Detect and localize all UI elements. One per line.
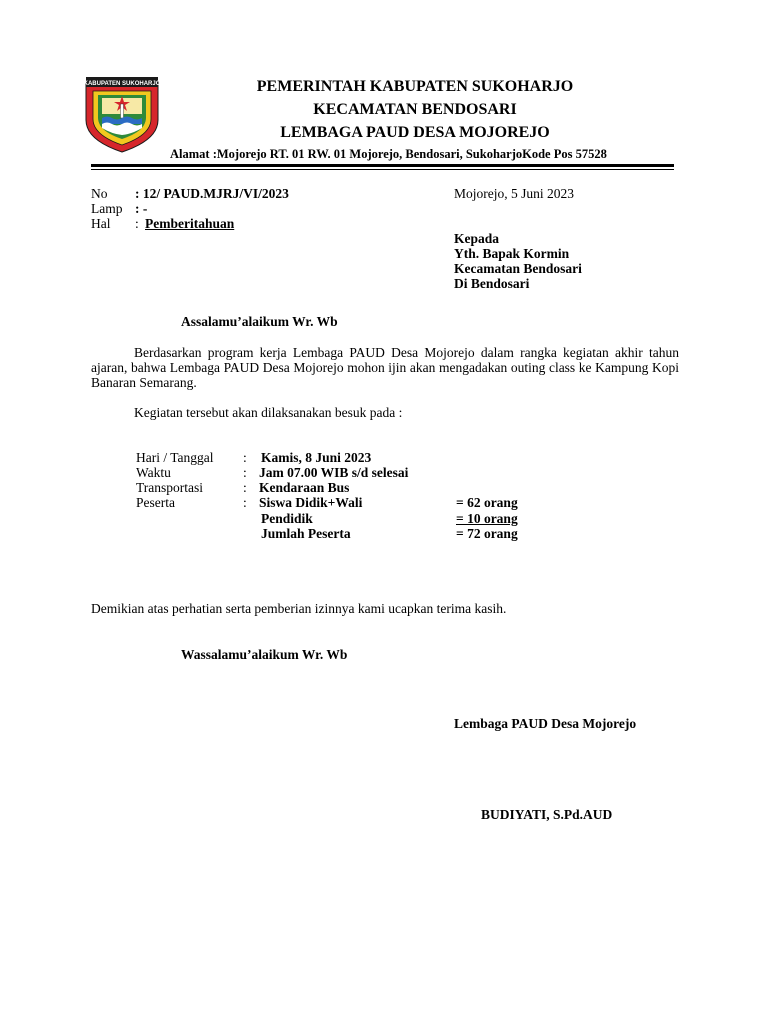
detail-colon-time: : <box>243 465 247 480</box>
participant-name-educators: Pendidik <box>261 511 313 526</box>
greeting: Assalamu’alaikum Wr. Wb <box>181 314 338 329</box>
recipient-office: Kecamatan Bendosari <box>454 261 582 276</box>
recipient-kepada: Kepada <box>454 231 500 246</box>
logo-lettering: KABUPATEN SUKOHARJO <box>83 81 161 87</box>
meta-lamp-label: Lamp <box>91 201 123 216</box>
meta-hal-colon: : <box>135 216 139 231</box>
signature-organization: Lembaga PAUD Desa Mojorejo <box>454 716 637 731</box>
detail-colon-transport: : <box>243 480 247 495</box>
detail-label-time: Waktu <box>136 465 171 480</box>
participant-name-total: Jumlah Peserta <box>261 526 351 541</box>
header-government: PEMERINTAH KABUPATEN SUKOHARJO <box>256 78 574 95</box>
meta-no-value: : 12/ PAUD.MJRJ/VI/2023 <box>135 186 289 201</box>
closing-statement: Demikian atas perhatian serta pemberian izinnya kami ucapkan terima kasih. <box>91 601 507 616</box>
header-address: Alamat :Mojorejo RT. 01 RW. 01 Mojorejo, Bendosari, SukoharjoKode Pos 57528 <box>170 147 607 161</box>
kabupaten-sukoharjo-logo <box>80 74 164 154</box>
meta-no-label: No <box>91 186 108 201</box>
detail-colon-participants: : <box>243 495 247 510</box>
header-divider-thick <box>91 164 674 167</box>
header-institution: LEMBAGA PAUD DESA MOJOREJO <box>280 124 550 141</box>
body-paragraph-2: Kegiatan tersebut akan dilaksanakan besuk pada : <box>134 405 403 420</box>
detail-label-date: Hari / Tanggal <box>136 450 214 465</box>
detail-label-transport: Transportasi <box>136 480 204 495</box>
recipient-name: Yth. Bapak Kormin <box>454 246 570 261</box>
meta-hal-label: Hal <box>91 216 111 231</box>
recipient-location: Di Bendosari <box>454 276 530 291</box>
header-divider-thin <box>91 169 674 170</box>
participant-count-total: = 72 orang <box>456 526 518 541</box>
letter-place-date: Mojorejo, 5 Juni 2023 <box>454 186 574 201</box>
meta-hal-value: Pemberitahuan <box>145 216 235 231</box>
detail-colon-date: : <box>243 450 247 465</box>
detail-value-transport: Kendaraan Bus <box>259 480 350 495</box>
signature-name: BUDIYATI, S.Pd.AUD <box>481 807 613 822</box>
participant-count-students: = 62 orang <box>456 495 518 510</box>
body-paragraph-1: Berdasarkan program kerja Lembaga PAUD Desa Mojorejo dalam rangka kegiatan akhir tahun ajaran, bahwa Lembaga PAUD Desa Mojorejo mohon ijin akan mengadakan outing class ke Kampung Kopi Banaran Semarang. <box>91 345 679 391</box>
header-district: KECAMATAN BENDOSARI <box>313 101 517 118</box>
meta-lamp-value: : - <box>135 201 148 216</box>
participant-count-educators: = 10 orang <box>456 511 518 526</box>
detail-value-date: Kamis, 8 Juni 2023 <box>261 450 372 465</box>
detail-label-participants: Peserta <box>136 495 175 510</box>
participant-name-students: Siswa Didik+Wali <box>259 495 363 510</box>
farewell: Wassalamu’alaikum Wr. Wb <box>181 647 348 662</box>
detail-value-time: Jam 07.00 WIB s/d selesai <box>259 465 409 480</box>
